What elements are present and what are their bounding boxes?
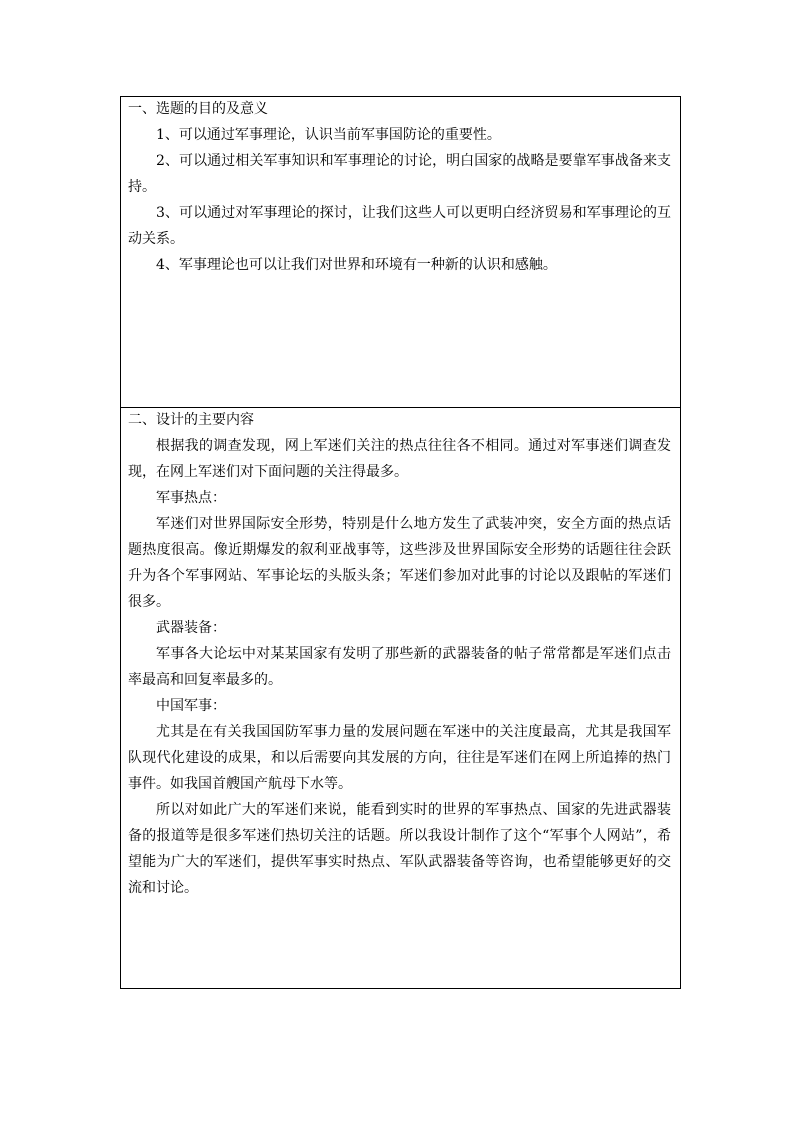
- proposal-form-table: [120, 96, 681, 989]
- hotspots-title: 军事热点：: [156, 490, 226, 506]
- purpose-heading: 一、选题的目的及意义: [128, 101, 268, 117]
- purpose-section: [121, 97, 680, 408]
- purpose-item-1: 1、可以通过军事理论，认识当前军事国防论的重要性。: [156, 127, 501, 143]
- content-intro: 根据我的调查发现，网上军迷们关注的热点往往各不相同。通过对军事迷们调查发现，在网上军迷们对下面问题的关注得最多。: [128, 438, 671, 480]
- hotspots-text: 军迷们对世界国际安全形势，特别是什么地方发生了武装冲突，安全方面的热点话题热度很高。像近期爆发的叙利亚战事等，这些涉及世界国际安全形势的话题往往会跃升为各个军事网站、军事论坛的头版头条；军迷们参加对此事的讨论以及跟帖的军迷们很多。: [128, 516, 671, 610]
- china-military-title: 中国军事：: [156, 698, 226, 714]
- content-section: [121, 408, 680, 988]
- china-military-text: 尤其是在有关我国国防军事力量的发展问题在军迷中的关注度最高，尤其是我国军队现代化建设的成果，和以后需要向其发展的方向，往往是军迷们在网上所追捧的热门事件。如我国首艘国产航母下水等。: [128, 724, 671, 792]
- content-heading: 二、设计的主要内容: [128, 412, 254, 428]
- purpose-item-4: 4、军事理论也可以让我们对世界和环境有一种新的认识和感触。: [156, 257, 557, 273]
- purpose-item-3: 3、可以通过对军事理论的探讨，让我们这些人可以更明白经济贸易和军事理论的互动关系。: [128, 205, 671, 247]
- conclusion-text: 所以对如此广大的军迷们来说，能看到实时的世界的军事热点、国家的先进武器装备的报道等是很多军迷们热切关注的话题。所以我设计制作了这个“军事个人网站”，希望能为广大的军迷们，提供军事实时热点、军队武器装备等咨询，也希望能够更好的交流和讨论。: [128, 802, 671, 896]
- weapons-title: 武器装备：: [156, 620, 226, 636]
- weapons-text: 军事各大论坛中对某某国家有发明了那些新的武器装备的帖子常常都是军迷们点击率最高和回复率最多的。: [128, 646, 671, 688]
- purpose-item-2: 2、可以通过相关军事知识和军事理论的讨论，明白国家的战略是要靠军事战备来支持。: [128, 153, 671, 195]
